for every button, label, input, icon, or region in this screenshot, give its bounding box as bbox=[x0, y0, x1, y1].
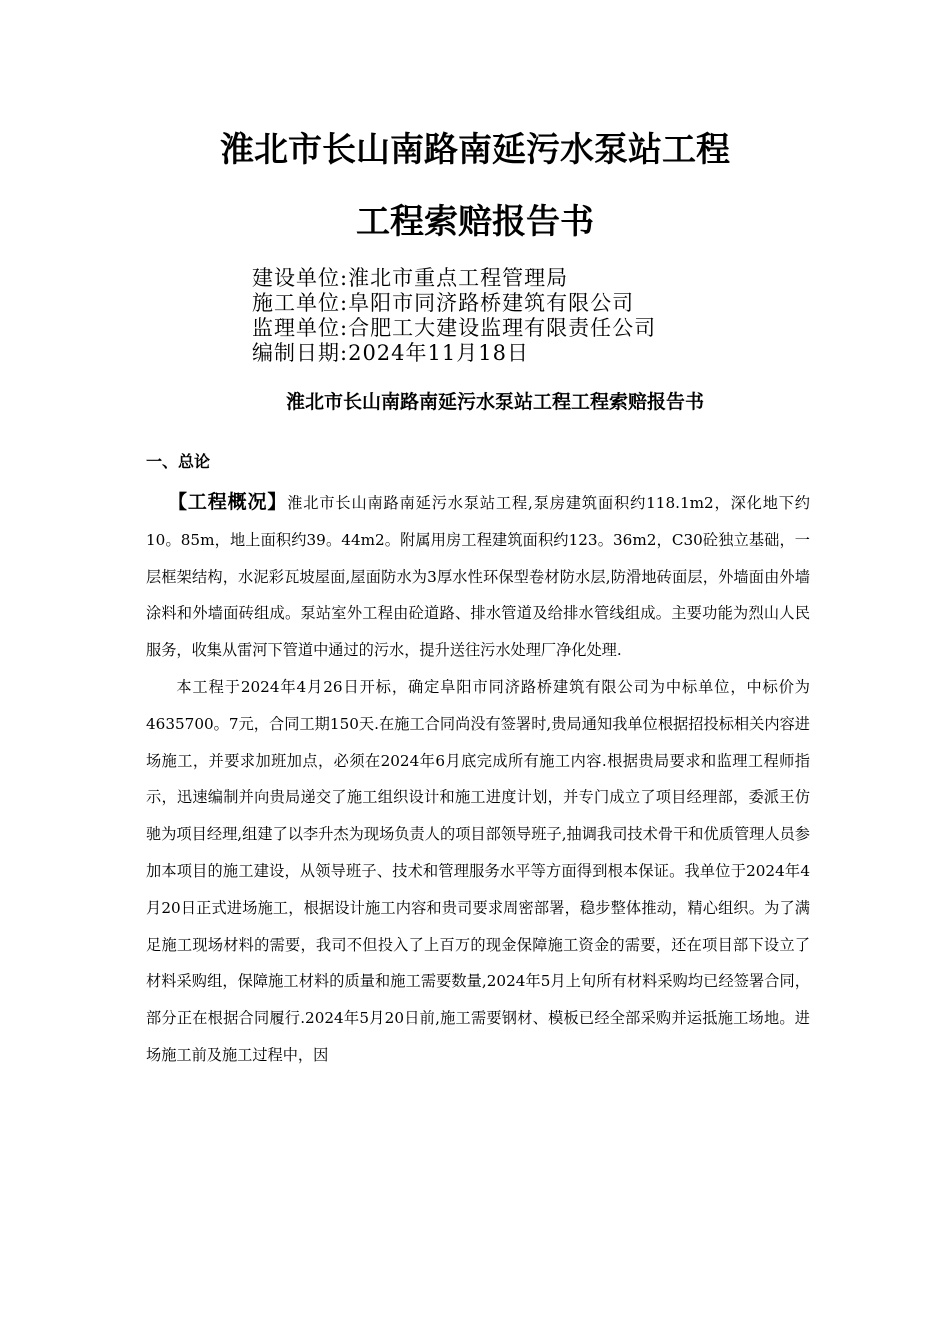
paragraph-label: 【工程概况】 bbox=[168, 491, 288, 513]
document-subtitle: 淮北市长山南路南延污水泵站工程工程索赔报告书 bbox=[285, 391, 704, 413]
document-title-line2: 工程索赔报告书 bbox=[356, 202, 594, 242]
meta-row-contractor bbox=[252, 291, 872, 316]
meta-row-date bbox=[252, 341, 872, 366]
meta-key: 监理单位: bbox=[252, 316, 349, 340]
meta-value: 合肥工大建设监理有限责任公司 bbox=[348, 316, 657, 340]
document-title-line1: 淮北市长山南路南延污水泵站工程 bbox=[220, 130, 730, 170]
meta-key: 编制日期: bbox=[252, 341, 349, 365]
document-meta bbox=[252, 266, 872, 366]
meta-value: 淮北市重点工程管理局 bbox=[348, 266, 569, 290]
paragraph-text: 淮北市长山南路南延污水泵站工程,泵房建筑面积约118.1m2，深化地下约10。85m，地上面积约39。44m2。附属用房工程建筑面积约123。36m2，C30砼独立基础，一层框架结构，水泥彩瓦坡屋面,屋面防水为3厚水性环保型卷材防水层,防滑地砖面层，外墙面由外墙涂料和外墙面砖组成。泵站室外工程由砼道路、排水管道及给排水管线组成。主要功能为烈山人民服务，收集从雷河下管道中通过的污水，提升送往污水处理厂净化处理. bbox=[146, 494, 810, 660]
paragraph-contract-history: 本工程于2024年4月26日开标，确定阜阳市同济路桥建筑有限公司为中标单位，中标价为4635700。7元，合同工期150天.在施工合同尚没有签署时,贵局通知我单位根据招投标相关内容进场施工，并要求加班加点，必须在2024年6月底完成所有施工内容.根据贵局要求和监理工程师指示，迅速编制并向贵局递交了施工组织设计和施工进度计划，并专门成立了项目经理部，委派王仿驰为项目经理,组建了以李升杰为现场负责人的项目部领导班子,抽调我司技术骨干和优质管理人员参加本项目的施工建设，从领导班子、技术和管理服务水平等方面得到根本保证。我单位于2024年4月20日正式进场施工，根据设计施工内容和贵司要求周密部署，稳步整体推动，精心组织。为了满足施工现场材料的需要，我司不但投入了上百万的现金保障施工资金的需要，还在项目部下设立了材料采购组，保障施工材料的质量和施工需要数量,2024年5月上旬所有材料采购均已经签署合同，部分正在根据合同履行.2024年5月20日前,施工需要钢材、模板已经全部采购并运抵施工场地。进场施工前及施工过程中，因 bbox=[146, 677, 810, 1064]
body-text bbox=[146, 484, 810, 1074]
meta-row-supervisor bbox=[252, 316, 872, 341]
meta-value: 2024年11月18日 bbox=[348, 341, 529, 365]
section-heading-general: 一、总论 bbox=[146, 452, 211, 471]
paragraph-project-overview bbox=[146, 484, 810, 669]
meta-key: 施工单位: bbox=[252, 291, 349, 315]
meta-row-client bbox=[252, 266, 872, 291]
meta-key: 建设单位: bbox=[252, 266, 349, 290]
meta-value: 阜阳市同济路桥建筑有限公司 bbox=[348, 291, 635, 315]
